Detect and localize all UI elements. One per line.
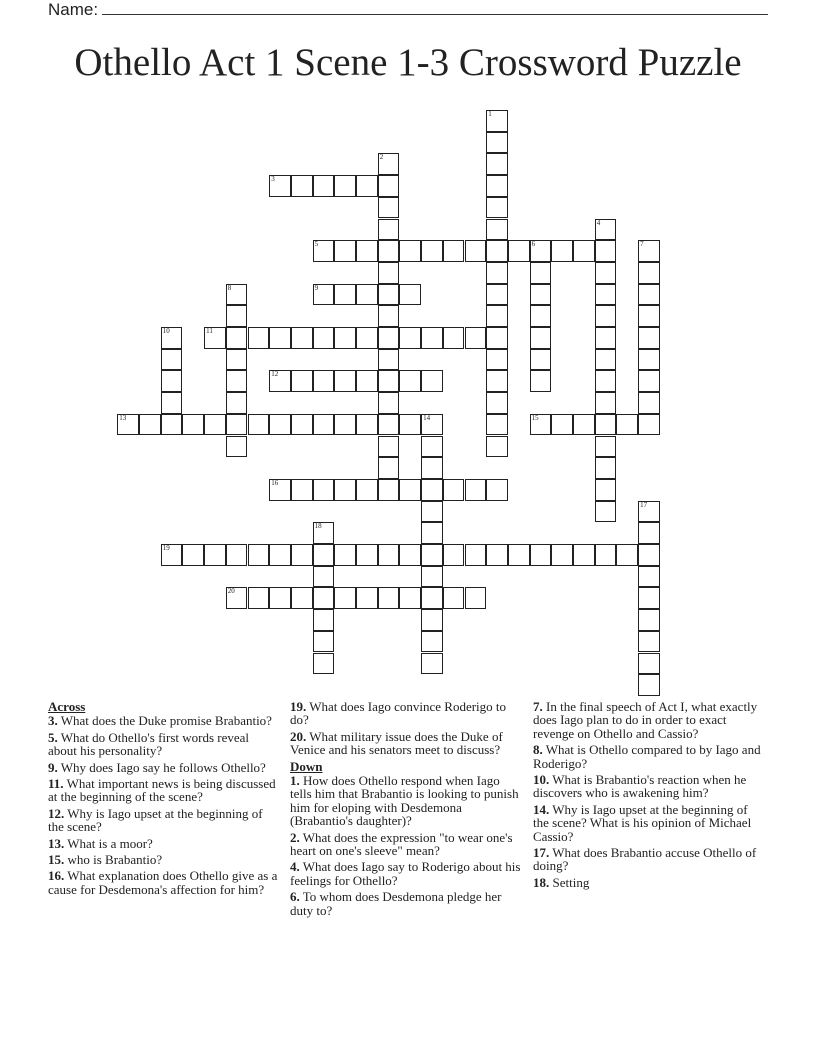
clue-down: 10. What is Brabantio's reaction when he discovers who is awakening him? — [533, 772, 747, 801]
grid-cell[interactable] — [399, 240, 421, 262]
grid-cell[interactable] — [226, 349, 248, 371]
grid-cell[interactable] — [421, 587, 443, 609]
grid-cell[interactable] — [443, 479, 465, 501]
grid-cell[interactable] — [313, 631, 335, 653]
grid-cell[interactable] — [573, 414, 595, 436]
grid-cell[interactable] — [421, 414, 443, 436]
grid-cell[interactable] — [291, 544, 313, 566]
grid-cell[interactable] — [486, 479, 508, 501]
grid-cell[interactable] — [486, 327, 508, 349]
grid-cell[interactable] — [638, 587, 660, 609]
grid-cell[interactable] — [313, 587, 335, 609]
grid-cell[interactable] — [638, 653, 660, 675]
clue-number: 19 — [162, 544, 170, 552]
grid-cell[interactable] — [313, 414, 335, 436]
grid-cell[interactable] — [616, 544, 638, 566]
grid-cell[interactable] — [334, 284, 356, 306]
grid-cell[interactable] — [291, 327, 313, 349]
grid-cell[interactable] — [226, 544, 248, 566]
grid-cell[interactable] — [378, 305, 400, 327]
grid-cell[interactable] — [269, 327, 291, 349]
grid-cell[interactable] — [269, 175, 291, 197]
grid-cell[interactable] — [248, 414, 270, 436]
grid-cell[interactable] — [399, 479, 421, 501]
grid-cell[interactable] — [269, 370, 291, 392]
clue-number: 5 — [314, 240, 319, 249]
grid-cell[interactable] — [161, 392, 183, 414]
grid-cell[interactable] — [291, 479, 313, 501]
grid-cell[interactable] — [530, 370, 552, 392]
grid-cell[interactable] — [334, 327, 356, 349]
grid-cell[interactable] — [421, 436, 443, 458]
clue-across: 3. What does the Duke promise Brabantio? — [48, 713, 272, 729]
grid-cell[interactable] — [356, 175, 378, 197]
grid-cell[interactable] — [378, 219, 400, 241]
clue-across: 12. Why is Iago upset at the beginning of the scene? — [48, 805, 263, 835]
clue-number: 8 — [227, 283, 232, 292]
clue-number: 20 — [227, 587, 235, 596]
clues-column-3 — [533, 700, 765, 892]
clue-number: 10 — [162, 327, 170, 335]
clue-across: 16. What explanation does Othello give as a cause for Desdemona's affection for him? — [48, 868, 278, 897]
grid-cell[interactable] — [291, 414, 313, 436]
grid-cell[interactable] — [465, 479, 487, 501]
clue-down: 7. In the final speech of Act I, what exactly does Iago plan to do in order to exact revenge on Othello and Cassio? — [533, 699, 758, 741]
grid-cell[interactable] — [139, 414, 161, 436]
clue-down: 2. What does the expression "to wear one's heart on one's sleeve" mean? — [290, 829, 513, 859]
grid-cell[interactable] — [530, 349, 552, 371]
across-heading: Across — [48, 699, 86, 714]
grid-cell[interactable] — [356, 370, 378, 392]
grid-cell[interactable] — [421, 501, 443, 523]
grid-cell[interactable] — [530, 305, 552, 327]
grid-cell[interactable] — [313, 522, 335, 544]
clue-down: 17. What does Brabantio accuse Othello of doing? — [533, 845, 757, 874]
grid-cell[interactable] — [334, 175, 356, 197]
grid-cell[interactable] — [378, 153, 400, 175]
grid-cell[interactable] — [638, 262, 660, 284]
grid-cell[interactable] — [595, 219, 617, 241]
grid-cell[interactable] — [595, 284, 617, 306]
grid-cell[interactable] — [421, 631, 443, 653]
grid-cell[interactable] — [443, 544, 465, 566]
grid-cell[interactable] — [356, 587, 378, 609]
grid-cell[interactable] — [486, 197, 508, 219]
clue-across: 11. What important news is being discussed at the beginning of the scene? — [48, 776, 276, 805]
grid-cell[interactable] — [378, 327, 400, 349]
grid-cell[interactable] — [638, 609, 660, 631]
grid-cell[interactable] — [421, 522, 443, 544]
grid-cell[interactable] — [399, 284, 421, 306]
clue-across: 19. What does Iago convince Roderigo to do? — [290, 699, 507, 728]
grid-cell[interactable] — [182, 414, 204, 436]
grid-cell[interactable] — [421, 609, 443, 631]
grid-cell[interactable] — [595, 240, 617, 262]
grid-cell[interactable] — [399, 587, 421, 609]
grid-cell[interactable] — [161, 349, 183, 371]
grid-cell[interactable] — [334, 587, 356, 609]
name-label: Name: — [48, 0, 99, 19]
grid-cell[interactable] — [356, 414, 378, 436]
grid-cell[interactable] — [638, 414, 660, 436]
grid-cell[interactable] — [226, 305, 248, 327]
grid-cell[interactable] — [226, 392, 248, 414]
grid-cell[interactable] — [313, 240, 335, 262]
grid-cell[interactable] — [334, 370, 356, 392]
grid-cell[interactable] — [356, 544, 378, 566]
grid-cell[interactable] — [291, 175, 313, 197]
clue-number: 6 — [531, 240, 536, 249]
grid-cell[interactable] — [595, 457, 617, 479]
grid-cell[interactable] — [465, 240, 487, 262]
grid-cell[interactable] — [486, 219, 508, 241]
grid-cell[interactable] — [443, 327, 465, 349]
grid-cell[interactable] — [595, 479, 617, 501]
grid-cell[interactable] — [378, 392, 400, 414]
grid-cell[interactable] — [486, 240, 508, 262]
grid-cell[interactable] — [486, 436, 508, 458]
grid-cell[interactable] — [486, 110, 508, 132]
clue-across: 5. What do Othello's first words reveal about his personality? — [48, 729, 250, 759]
grid-cell[interactable] — [226, 327, 248, 349]
grid-cell[interactable] — [226, 284, 248, 306]
grid-cell[interactable] — [378, 414, 400, 436]
grid-cell[interactable] — [313, 544, 335, 566]
clue-down: 18. Setting — [533, 874, 590, 890]
grid-cell[interactable] — [226, 587, 248, 609]
grid-cell[interactable] — [616, 414, 638, 436]
clue-across: 15. who is Brabantio? — [48, 852, 163, 868]
clue-down: 6. To whom does Desdemona pledge her duty to? — [290, 889, 502, 918]
grid-cell[interactable] — [465, 327, 487, 349]
grid-cell[interactable] — [161, 370, 183, 392]
grid-cell[interactable] — [399, 414, 421, 436]
page-title: Othello Act 1 Scene 1-3 Crossword Puzzle — [74, 41, 742, 84]
grid-cell[interactable] — [486, 153, 508, 175]
grid-cell[interactable] — [638, 370, 660, 392]
grid-cell[interactable] — [595, 544, 617, 566]
grid-cell[interactable] — [530, 240, 552, 262]
grid-cell[interactable] — [378, 457, 400, 479]
grid-cell[interactable] — [486, 414, 508, 436]
clue-number: 11 — [206, 327, 213, 335]
clue-across: 20. What military issue does the Duke of Venice and his senators meet to discuss? — [290, 728, 503, 758]
clue-number: 14 — [423, 413, 431, 422]
grid-cell[interactable] — [595, 370, 617, 392]
grid-cell[interactable] — [421, 653, 443, 675]
grid-cell[interactable] — [638, 544, 660, 566]
down-heading: Down — [290, 758, 323, 774]
clue-number: 4 — [596, 218, 601, 227]
clue-across: 13. What is a moor? — [48, 835, 153, 851]
grid-cell[interactable] — [399, 370, 421, 392]
clue-number: 15 — [531, 413, 539, 422]
grid-cell[interactable] — [638, 501, 660, 523]
grid-cell[interactable] — [595, 392, 617, 414]
grid-cell[interactable] — [356, 479, 378, 501]
grid-cell[interactable] — [248, 544, 270, 566]
grid-cell[interactable] — [421, 370, 443, 392]
grid-cell[interactable] — [486, 175, 508, 197]
grid-cell[interactable] — [378, 197, 400, 219]
grid-cell[interactable] — [204, 414, 226, 436]
grid-cell[interactable] — [313, 566, 335, 588]
clue-number: 13 — [119, 413, 127, 422]
clue-number: 9 — [314, 283, 319, 292]
grid-cell[interactable] — [226, 370, 248, 392]
grid-cell[interactable] — [443, 587, 465, 609]
grid-cell[interactable] — [638, 674, 660, 696]
grid-cell[interactable] — [269, 587, 291, 609]
grid-cell[interactable] — [356, 327, 378, 349]
clue-across: 9. Why does Iago say he follows Othello? — [48, 759, 266, 775]
clue-down: 4. What does Iago say to Roderigo about his feelings for Othello? — [290, 859, 521, 888]
grid-cell[interactable] — [334, 544, 356, 566]
clue-number: 18 — [314, 522, 322, 531]
grid-cell[interactable] — [378, 240, 400, 262]
clue-number: 3 — [271, 175, 275, 184]
grid-cell[interactable] — [638, 392, 660, 414]
grid-cell[interactable] — [161, 414, 183, 436]
grid-cell[interactable] — [204, 544, 226, 566]
grid-cell[interactable] — [356, 240, 378, 262]
clues-column-1 — [48, 700, 280, 899]
grid-cell[interactable] — [226, 436, 248, 458]
clue-down: 1. How does Othello respond when Iago tells him that Brabantio is looking to punish him for eloping with Desdemona (Brabantio's daughter)? — [290, 773, 519, 829]
grid-cell[interactable] — [291, 587, 313, 609]
clue-number: 16 — [271, 478, 279, 487]
grid-cell[interactable] — [638, 284, 660, 306]
grid-cell[interactable] — [117, 414, 139, 436]
grid-cell[interactable] — [291, 370, 313, 392]
grid-cell[interactable] — [313, 653, 335, 675]
grid-cell[interactable] — [421, 566, 443, 588]
grid-cell[interactable] — [378, 544, 400, 566]
grid-cell[interactable] — [638, 566, 660, 588]
grid-cell[interactable] — [248, 587, 270, 609]
grid-cell[interactable] — [313, 175, 335, 197]
grid-cell[interactable] — [595, 327, 617, 349]
grid-cell[interactable] — [530, 414, 552, 436]
grid-cell[interactable] — [638, 349, 660, 371]
clue-number: 7 — [640, 240, 644, 249]
grid-cell[interactable] — [465, 587, 487, 609]
grid-cell[interactable] — [595, 305, 617, 327]
grid-cell[interactable] — [334, 240, 356, 262]
grid-cell[interactable] — [486, 349, 508, 371]
grid-cell[interactable] — [161, 327, 183, 349]
grid-cell[interactable] — [421, 544, 443, 566]
grid-cell[interactable] — [508, 240, 530, 262]
grid-cell[interactable] — [421, 479, 443, 501]
grid-cell[interactable] — [378, 262, 400, 284]
grid-cell[interactable] — [508, 544, 530, 566]
grid-cell[interactable] — [269, 414, 291, 436]
grid-cell[interactable] — [638, 327, 660, 349]
grid-cell[interactable] — [334, 414, 356, 436]
grid-cell[interactable] — [378, 479, 400, 501]
grid-cell[interactable] — [486, 544, 508, 566]
grid-cell[interactable] — [465, 544, 487, 566]
grid-cell[interactable] — [530, 544, 552, 566]
clues-column-2 — [290, 700, 522, 920]
grid-cell[interactable] — [378, 587, 400, 609]
grid-cell[interactable] — [378, 436, 400, 458]
grid-cell[interactable] — [226, 414, 248, 436]
grid-cell[interactable] — [182, 544, 204, 566]
grid-cell[interactable] — [595, 501, 617, 523]
grid-cell[interactable] — [638, 631, 660, 653]
grid-cell[interactable] — [486, 262, 508, 284]
grid-cell[interactable] — [248, 327, 270, 349]
grid-cell[interactable] — [378, 284, 400, 306]
grid-cell[interactable] — [356, 284, 378, 306]
grid-cell[interactable] — [486, 132, 508, 154]
grid-cell[interactable] — [551, 544, 573, 566]
grid-cell[interactable] — [421, 240, 443, 262]
grid-cell[interactable] — [486, 305, 508, 327]
grid-cell[interactable] — [486, 284, 508, 306]
grid-cell[interactable] — [530, 284, 552, 306]
grid-cell[interactable] — [421, 457, 443, 479]
grid-cell[interactable] — [378, 370, 400, 392]
clue-number: 12 — [271, 370, 279, 379]
clue-number: 17 — [640, 500, 648, 509]
grid-cell[interactable] — [595, 436, 617, 458]
grid-cell[interactable] — [573, 544, 595, 566]
grid-cell[interactable] — [443, 240, 465, 262]
grid-cell[interactable] — [530, 262, 552, 284]
grid-cell[interactable] — [638, 240, 660, 262]
grid-cell[interactable] — [638, 305, 660, 327]
grid-cell[interactable] — [530, 327, 552, 349]
grid-cell[interactable] — [551, 240, 573, 262]
grid-cell[interactable] — [378, 175, 400, 197]
grid-cell[interactable] — [551, 414, 573, 436]
grid-cell[interactable] — [269, 544, 291, 566]
grid-cell[interactable] — [378, 349, 400, 371]
grid-cell[interactable] — [204, 327, 226, 349]
grid-cell[interactable] — [595, 414, 617, 436]
grid-cell[interactable] — [595, 349, 617, 371]
grid-cell[interactable] — [595, 262, 617, 284]
grid-cell[interactable] — [486, 392, 508, 414]
clue-number: 2 — [379, 153, 384, 162]
grid-cell[interactable] — [313, 284, 335, 306]
grid-cell[interactable] — [399, 327, 421, 349]
grid-cell[interactable] — [161, 544, 183, 566]
grid-cell[interactable] — [421, 327, 443, 349]
grid-cell[interactable] — [313, 479, 335, 501]
grid-cell[interactable] — [313, 327, 335, 349]
grid-cell[interactable] — [269, 479, 291, 501]
grid-cell[interactable] — [399, 544, 421, 566]
grid-cell[interactable] — [573, 240, 595, 262]
grid-cell[interactable] — [313, 609, 335, 631]
clue-number: 1 — [488, 110, 492, 118]
grid-cell[interactable] — [486, 370, 508, 392]
clue-down: 8. What is Othello compared to by Iago and Roderigo? — [533, 742, 761, 771]
grid-cell[interactable] — [313, 370, 335, 392]
grid-cell[interactable] — [638, 522, 660, 544]
clue-down: 14. Why is Iago upset at the beginning of the scene? What is his opinion of Michael Cassio? — [533, 801, 752, 844]
grid-cell[interactable] — [334, 479, 356, 501]
